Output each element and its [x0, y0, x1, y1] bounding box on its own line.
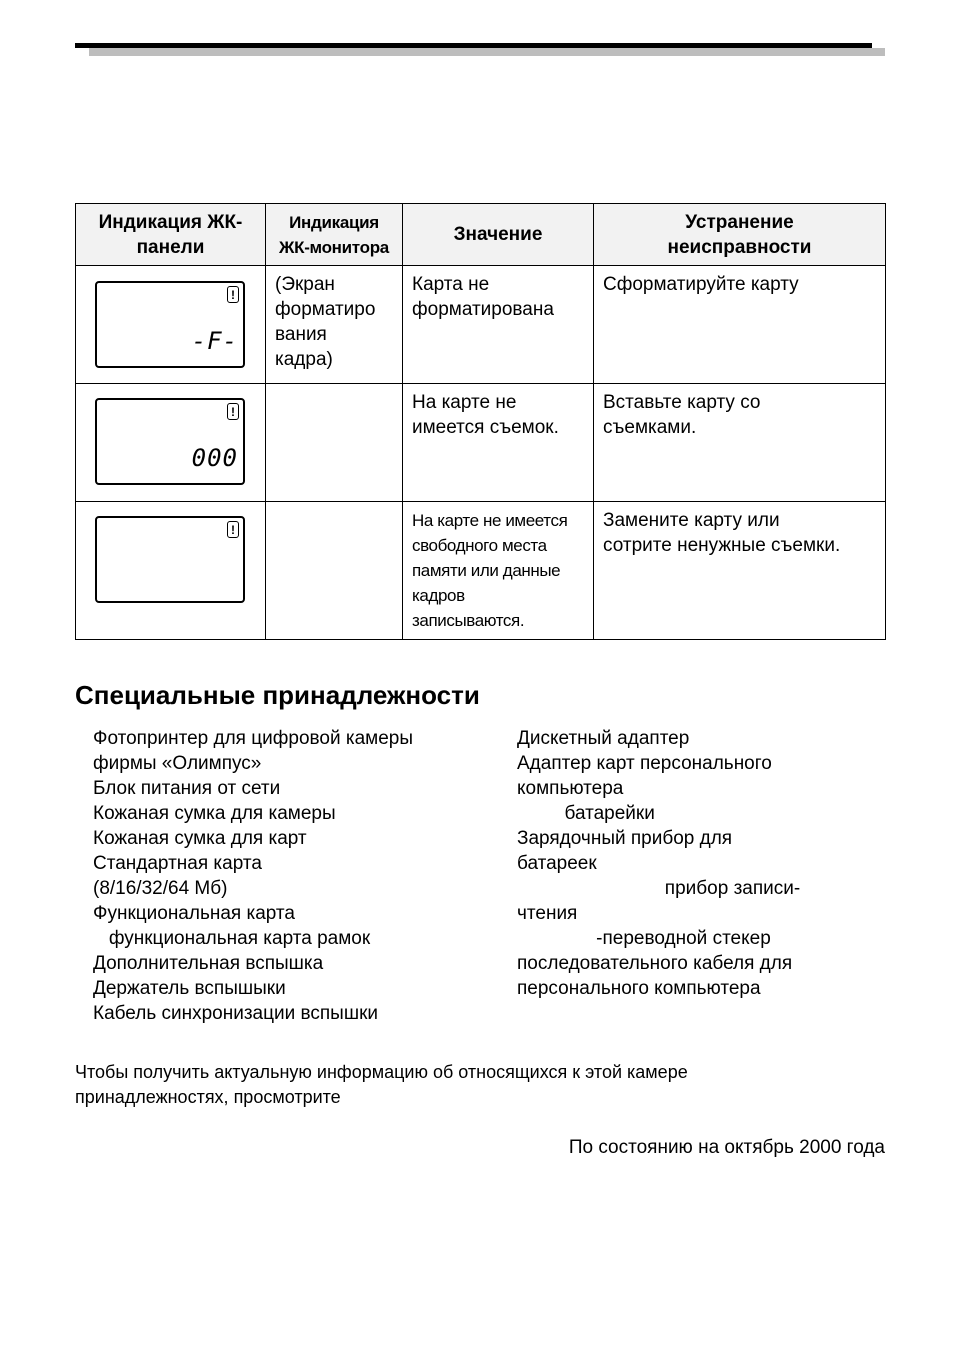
- error-indication-table: [75, 203, 886, 640]
- header-lcd-monitor: Индикация ЖК-монитора: [266, 204, 403, 266]
- list-item: фирмы «Олимпус»: [93, 753, 262, 774]
- table-row: [76, 502, 886, 640]
- lcd-panel-cell: [76, 502, 266, 640]
- accessories-list-right: [517, 726, 887, 1001]
- lcd-panel-illustration: [95, 516, 245, 603]
- section-title: Специальные принадлежности: [75, 680, 480, 710]
- warning-icon: !: [227, 403, 239, 420]
- list-item: Кожаная сумка для карт: [93, 828, 307, 849]
- list-item: функциональная карта рамок: [93, 928, 371, 949]
- list-item: Кабель синхронизации вспышки: [93, 1003, 379, 1024]
- fix-cell: Замените карту или сотрите ненужные съемки.: [594, 502, 886, 640]
- meaning-cell: На карте не имеется съемок.: [403, 384, 594, 502]
- warning-icon: !: [227, 521, 239, 538]
- list-item: Зарядочный прибор для: [517, 828, 733, 849]
- list-item: Функциональная карта: [93, 903, 295, 924]
- header-meaning: Значение: [403, 204, 594, 266]
- table-row: [76, 384, 886, 502]
- list-item: Кожаная сумка для камеры: [93, 803, 336, 824]
- lcd-panel-illustration: [95, 398, 245, 485]
- list-item: компьютера: [517, 778, 624, 799]
- lcd-segment-display: -F-: [191, 327, 238, 355]
- info-note: Чтобы получить актуальную информацию об относящихся к этой камере принадлежностях, просмотрите: [75, 1062, 688, 1107]
- meaning-cell: На карте не имеется свободного места памяти или данные кадров записываются.: [403, 502, 594, 640]
- list-item: Держатель вспышыки: [93, 978, 286, 999]
- list-item: персонального компьютера: [517, 978, 761, 999]
- warning-icon: !: [227, 286, 239, 303]
- lcd-segment-display: 000: [191, 444, 238, 472]
- list-item: Фотопринтер для цифровой камеры: [93, 728, 414, 749]
- header-lcd-panel: Индикация ЖК- панели: [76, 204, 266, 266]
- lcd-panel-cell: [76, 266, 266, 384]
- fix-cell: Сформатируйте карту: [594, 266, 886, 384]
- list-item: (8/16/32/64 Мб): [93, 878, 228, 899]
- header-fix: Устранение неисправности: [594, 204, 886, 266]
- date-line: По состоянию на октябрь 2000 года: [568, 1137, 885, 1158]
- lcd-panel-illustration: [95, 281, 245, 368]
- list-item: чтения: [517, 903, 578, 924]
- fix-cell: Вставьте карту со съемками.: [594, 384, 886, 502]
- monitor-cell: (Экран форматиро вания кадра): [266, 266, 403, 384]
- monitor-cell: [266, 384, 403, 502]
- list-item: батареек: [517, 853, 597, 874]
- list-item: батарейки: [517, 803, 655, 824]
- table-row: [76, 266, 886, 384]
- table-header-row: [76, 204, 886, 266]
- accessories-list-left: [93, 726, 493, 1026]
- meaning-cell: Карта не форматирована: [403, 266, 594, 384]
- list-item: -переводной стекер: [517, 928, 771, 949]
- list-item: Дискетный адаптер: [517, 728, 690, 749]
- monitor-cell: [266, 502, 403, 640]
- list-item: Адаптер карт персонального: [517, 753, 772, 774]
- top-rule-shadow: [89, 48, 885, 56]
- list-item: прибор записи-: [517, 878, 801, 899]
- list-item: Стандартная карта: [93, 853, 262, 874]
- list-item: последовательного кабеля для: [517, 953, 793, 974]
- lcd-panel-cell: [76, 384, 266, 502]
- list-item: Дополнительная вспышка: [93, 953, 324, 974]
- list-item: Блок питания от сети: [93, 778, 281, 799]
